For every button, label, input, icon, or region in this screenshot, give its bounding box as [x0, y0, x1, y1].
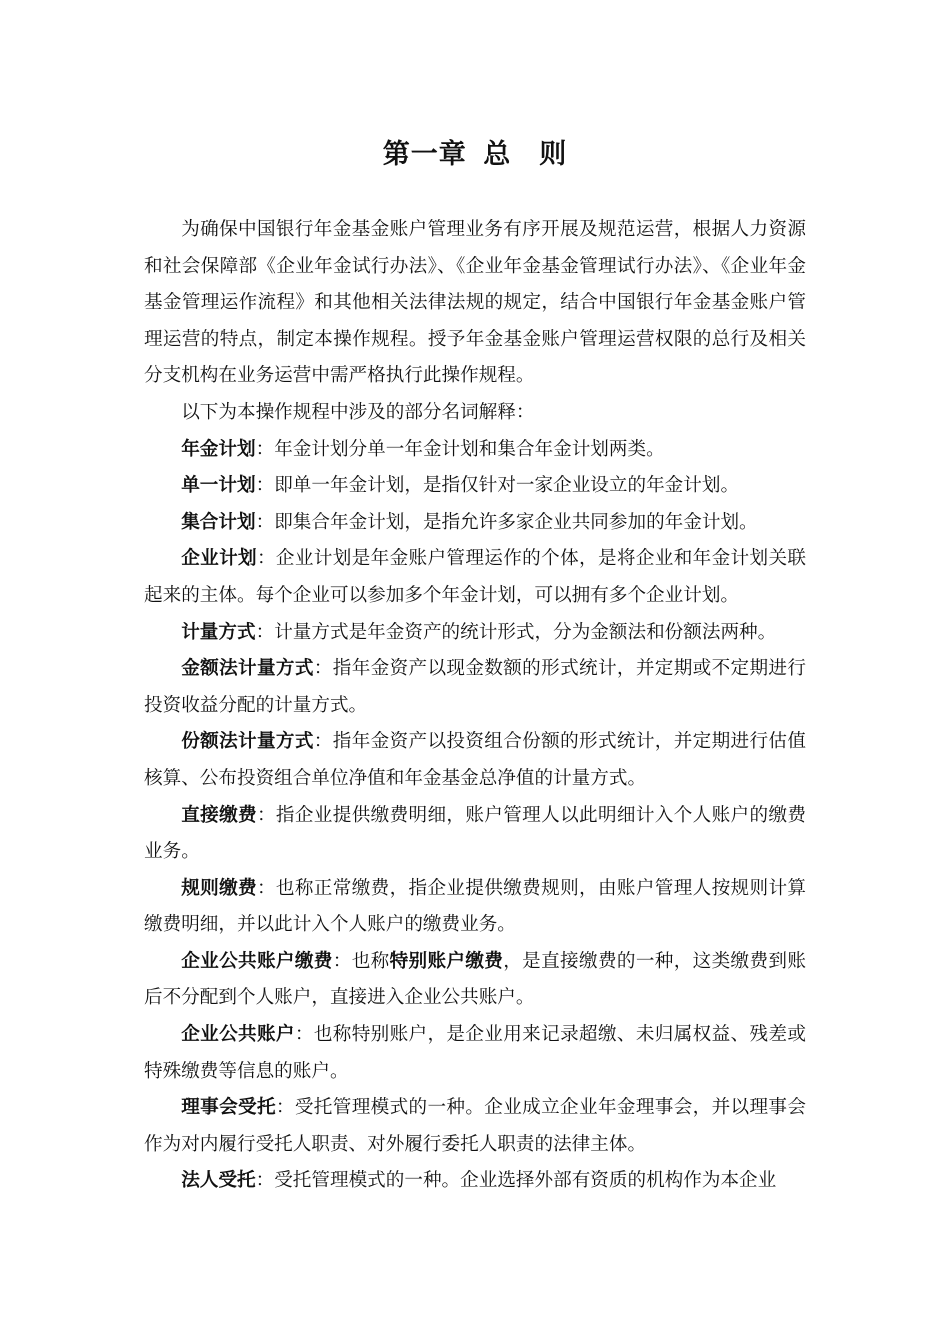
definition-item — [144, 468, 806, 505]
definition-term: 直接缴费 — [181, 804, 257, 826]
definition-separator: ： — [313, 658, 333, 680]
definition-separator: ： — [255, 475, 275, 497]
definition-item-special — [144, 944, 806, 1017]
definition-separator: ： — [256, 877, 276, 899]
definition-item — [144, 1090, 806, 1163]
definition-text-lead: 也称 — [351, 950, 390, 972]
chapter-title-main: 第一章 总 — [382, 139, 512, 170]
definition-separator: ： — [255, 1170, 275, 1192]
definition-separator: ： — [255, 621, 275, 643]
definition-alias-term: 特别账户缴费 — [389, 950, 504, 972]
definition-term: 企业公共账户缴费 — [181, 950, 333, 972]
definition-separator: ： — [313, 731, 333, 753]
definition-item — [144, 651, 806, 724]
definition-term: 年金计划 — [181, 438, 256, 460]
definition-text: ，是直接缴费的一种，这类缴费到账后不分配到个人账户，直接进入企业公共账户。 — [144, 950, 806, 1009]
definition-term: 规则缴费 — [181, 877, 257, 899]
definition-term: 份额法计量方式 — [181, 731, 314, 753]
definition-term: 集合计划 — [181, 511, 256, 533]
definition-text: 也称正常缴费，指企业提供缴费规则，由账户管理人按规则计算缴费明细，并以此计入个人账户的缴费业务。 — [144, 877, 806, 936]
definition-term: 企业计划 — [181, 548, 257, 570]
definition-text: 年金计划分单一年金计划和集合年金计划两类。 — [274, 438, 665, 460]
definition-text: 受托管理模式的一种。企业成立企业年金理事会，并以理事会作为对内履行受托人职责、对外履行委托人职责的法律主体。 — [144, 1097, 806, 1155]
definition-item — [144, 1163, 806, 1200]
definition-separator: ： — [275, 1097, 295, 1119]
definition-text: 即集合年金计划，是指允许多家企业共同参加的年金计划。 — [274, 511, 758, 533]
definition-separator: ： — [256, 804, 276, 826]
intro-paragraph: 为确保中国银行年金基金账户管理业务有序开展及规范运营，根据人力资源和社会保障部《企业年金试行办法》、《企业年金基金管理试行办法》、《企业年金基金管理运作流程》和其他相关法律法规的规定，结合中国银行年金基金账户管理运营的特点，制定本操作规程。授予年金基金账户管理运营权限的总行及相关分支机构在业务运营中需严格执行此操作规程。 — [144, 219, 806, 387]
definition-text: 指年金资产以投资组合份额的形式统计，并定期进行估值核算、公布投资组合单位净值和年金基金总净值的计量方式。 — [144, 731, 806, 789]
definition-item — [144, 615, 806, 652]
definition-term: 理事会受托 — [181, 1097, 276, 1119]
chapter-title-end: 则 — [539, 139, 568, 170]
definition-term: 法人受托 — [181, 1170, 256, 1192]
definition-term: 单一计划 — [181, 475, 256, 497]
definition-text: 也称特别账户，是企业用来记录超缴、未归属权益、残差或特殊缴费等信息的账户。 — [144, 1024, 806, 1082]
definition-text: 计量方式是年金资产的统计形式，分为金额法和份额法两种。 — [274, 621, 777, 643]
definition-separator: ： — [255, 438, 275, 460]
definition-text: 受托管理模式的一种。企业选择外部有资质的机构作为本企业 — [274, 1170, 777, 1192]
intro-glossary-lead: 以下为本操作规程中涉及的部分名词解释： — [181, 401, 535, 423]
definition-separator: ： — [256, 548, 276, 570]
definition-item — [144, 798, 806, 871]
chapter-title — [0, 132, 950, 171]
definition-term: 计量方式 — [181, 621, 256, 643]
definition-term: 金额法计量方式 — [181, 658, 314, 680]
definition-item — [144, 871, 806, 944]
definition-item — [144, 505, 806, 542]
definition-text: 指年金资产以现金数额的形式统计，并定期或不定期进行投资收益分配的计量方式。 — [144, 658, 806, 716]
definition-item — [144, 541, 806, 614]
definition-text: 即单一年金计划，是指仅针对一家企业设立的年金计划。 — [274, 475, 740, 497]
definition-item — [144, 432, 806, 469]
definition-separator: ： — [294, 1024, 314, 1046]
definition-term: 企业公共账户 — [181, 1024, 295, 1046]
definition-separator: ： — [255, 511, 275, 533]
definition-text: 指企业提供缴费明细，账户管理人以此明细计入个人账户的缴费业务。 — [144, 804, 806, 863]
definition-text: 企业计划是年金账户管理运作的个体，是将企业和年金计划关联起来的主体。每个企业可以参加多个年金计划，可以拥有多个企业计划。 — [144, 548, 806, 606]
document-body — [144, 212, 806, 1200]
definition-item — [144, 724, 806, 797]
definition-item — [144, 1017, 806, 1090]
definition-separator: ： — [332, 950, 352, 972]
